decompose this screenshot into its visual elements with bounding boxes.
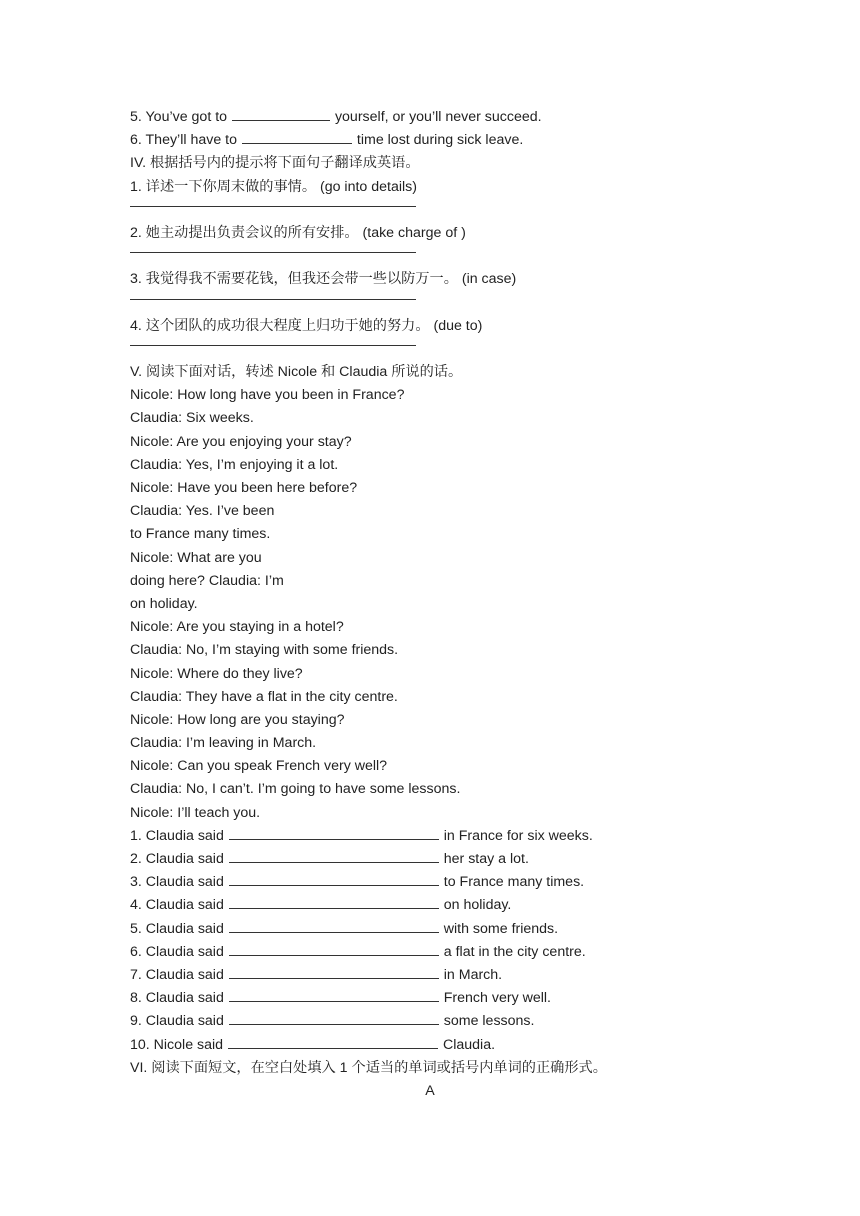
answer-blank[interactable] (229, 825, 439, 840)
translation-item: 2. 她主动提出负责会议的所有安排。 (take charge of ) (130, 224, 466, 241)
answer-blank[interactable] (229, 894, 439, 909)
exercise-start: 4. Claudia said (130, 897, 224, 914)
exercise-end: on holiday. (443, 897, 512, 914)
dialogue-line: doing here? Claudia: I’m (130, 572, 284, 589)
answer-line[interactable] (130, 292, 750, 315)
translation-item: 3. 我觉得我不需要花钱，但我还会带一些以防万一。 (in case) (130, 271, 517, 288)
dialogue-line: Nicole: What are you (130, 549, 262, 566)
exercise-start: 9. Claudia said (130, 1013, 224, 1030)
dialogue-line: Claudia: They have a flat in the city centre. (130, 688, 398, 705)
answer-blank[interactable] (229, 987, 439, 1002)
answer-rule (130, 252, 416, 253)
dialogue-line: Claudia: Yes. I’ve been (130, 503, 275, 520)
exercise-start: 10. Nicole said (130, 1036, 224, 1053)
exercise-item (130, 848, 750, 871)
answer-blank[interactable] (229, 941, 439, 956)
exercise-item (130, 918, 750, 941)
answer-blank[interactable] (242, 129, 352, 144)
answer-blank[interactable] (228, 1034, 438, 1049)
exercise-item (130, 1034, 750, 1057)
part3-sentences (130, 106, 750, 152)
answer-line[interactable] (130, 245, 750, 268)
exercise-start: 5. Claudia said (130, 920, 224, 937)
reported-speech-exercises (130, 825, 750, 1057)
exercise-end: in France for six weeks. (443, 827, 593, 844)
exercise-start: 7. Claudia said (130, 966, 224, 983)
dialogue-line: Claudia: Yes, I’m enjoying it a lot. (130, 456, 339, 473)
dialogue-line: to France many times. (130, 526, 271, 543)
sentence-end: yourself, or you’ll never succeed. (334, 109, 542, 125)
dialogue-line: Nicole: How long are you staying? (130, 711, 345, 728)
dialogue-line: Claudia: No, I can’t. I’m going to have some lessons. (130, 781, 461, 798)
answer-blank[interactable] (229, 1010, 439, 1025)
exercise-item (130, 1010, 750, 1033)
answer-rule (130, 299, 416, 300)
dialogue-line: Nicole: Where do they live? (130, 665, 303, 682)
part4-items (130, 176, 750, 362)
fill-sentence (130, 129, 750, 152)
dialogue-line: Nicole: Are you staying in a hotel? (130, 619, 344, 636)
dialogue (130, 384, 750, 825)
answer-blank[interactable] (232, 106, 330, 121)
exercise-start: 1. Claudia said (130, 827, 224, 844)
part6-heading: VI. 阅读下面短文，在空白处填入 1 个适当的单词或括号内单词的正确形式。 (130, 1059, 607, 1076)
exercise-item (130, 894, 750, 917)
dialogue-line: Nicole: How long have you been in France? (130, 387, 405, 404)
section-label: A (425, 1082, 435, 1099)
dialogue-line: Nicole: Are you enjoying your stay? (130, 433, 352, 450)
exercise-start: 6. Claudia said (130, 943, 224, 960)
exercise-end: with some friends. (443, 920, 559, 937)
answer-line[interactable] (130, 338, 750, 361)
exercise-item (130, 871, 750, 894)
dialogue-line: Nicole: Have you been here before? (130, 480, 358, 496)
answer-blank[interactable] (229, 964, 439, 979)
worksheet-page (130, 106, 750, 1103)
dialogue-line: Claudia: Six weeks. (130, 410, 254, 427)
answer-blank[interactable] (229, 918, 439, 933)
answer-blank[interactable] (229, 848, 439, 863)
exercise-item (130, 941, 750, 964)
exercise-start: 3. Claudia said (130, 874, 224, 891)
sentence-start: 5. You’ve got to (130, 109, 228, 125)
exercise-start: 2. Claudia said (130, 851, 224, 867)
answer-blank[interactable] (229, 871, 439, 886)
exercise-start: 8. Claudia said (130, 990, 224, 1007)
exercise-end: some lessons. (443, 1013, 535, 1030)
fill-sentence (130, 106, 750, 129)
exercise-end: to France many times. (443, 874, 585, 891)
exercise-item (130, 964, 750, 987)
answer-line[interactable] (130, 199, 750, 222)
answer-rule (130, 345, 416, 346)
dialogue-line: Nicole: I’ll teach you. (130, 804, 261, 821)
dialogue-line: Claudia: I’m leaving in March. (130, 735, 317, 752)
answer-rule (130, 206, 416, 207)
translation-item: 4. 这个团队的成功很大程度上归功于她的努力。 (due to) (130, 317, 483, 334)
part4-heading: IV. 根据括号内的提示将下面句子翻译成英语。 (130, 155, 420, 172)
exercise-item (130, 825, 750, 848)
sentence-end: time lost during sick leave. (356, 132, 524, 149)
sentence-start: 6. They’ll have to (130, 132, 237, 149)
dialogue-line: Nicole: Can you speak French very well? (130, 758, 388, 775)
exercise-end: her stay a lot. (443, 851, 529, 867)
part5-heading: V. 阅读下面对话，转述 Nicole 和 Claudia 所说的话。 (130, 364, 463, 381)
exercise-item (130, 987, 750, 1010)
exercise-end: French very well. (443, 990, 551, 1007)
exercise-end: a flat in the city centre. (443, 943, 586, 960)
dialogue-line: Claudia: No, I’m staying with some friends. (130, 642, 399, 659)
dialogue-line: on holiday. (130, 595, 198, 612)
exercise-end: Claudia. (442, 1036, 496, 1053)
translation-item: 1. 详述一下你周末做的事情。 (go into details) (130, 178, 417, 195)
exercise-end: in March. (443, 966, 503, 983)
